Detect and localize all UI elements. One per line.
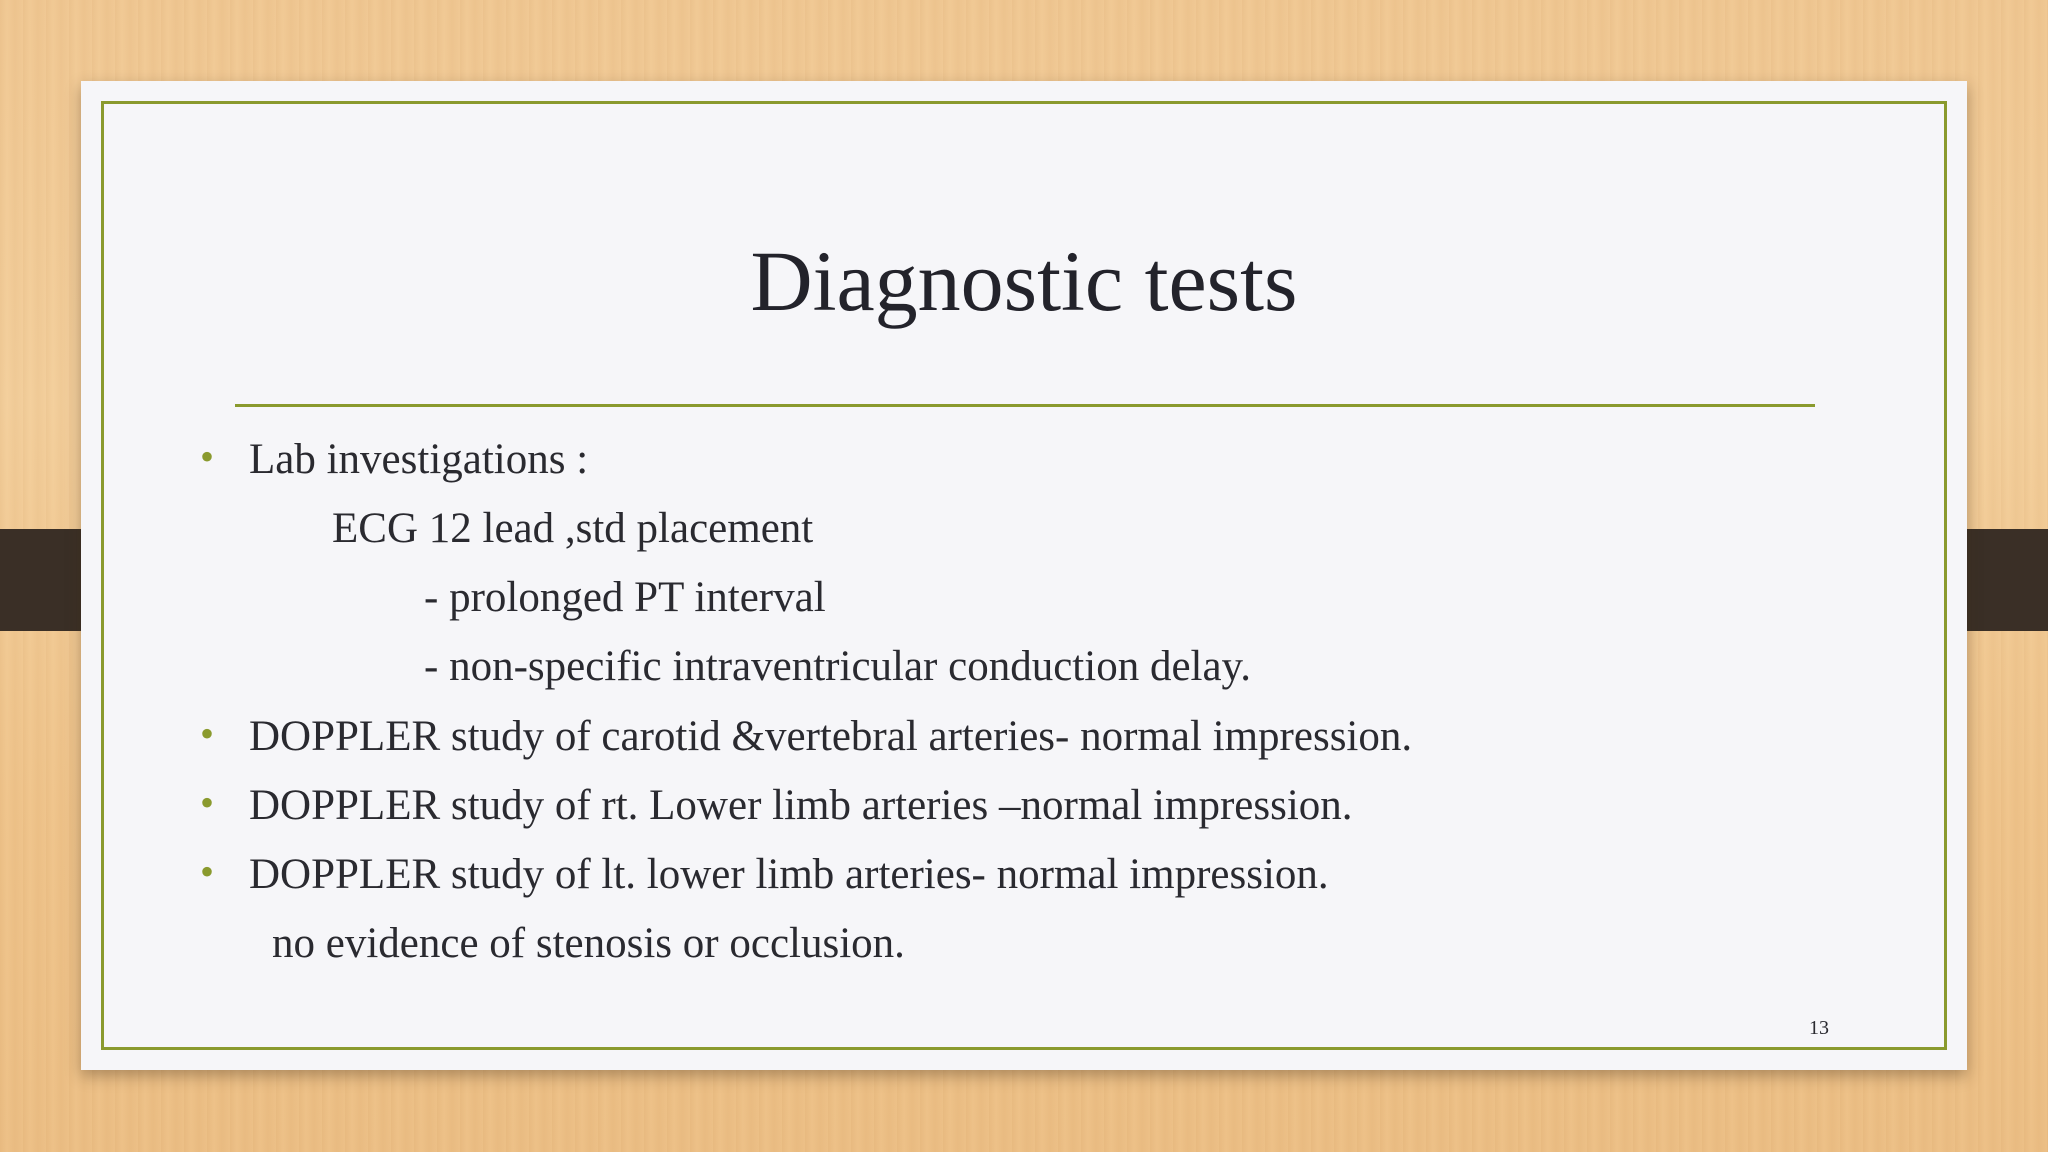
bullet-icon: •: [200, 711, 215, 756]
list-item: DOPPLER study of lt. lower limb arteries- normal impression.: [249, 851, 1329, 898]
bullet-icon: •: [200, 780, 215, 825]
list-item: - prolonged PT interval: [424, 574, 826, 621]
slide-content: [81, 81, 1967, 1070]
page-number: 13: [1809, 1017, 1829, 1039]
list-item: DOPPLER study of rt. Lower limb arteries –normal impression.: [249, 782, 1353, 829]
list-item: Lab investigations :: [249, 436, 589, 483]
list-item: no evidence of stenosis or occlusion.: [272, 920, 905, 967]
slide: [81, 81, 1967, 1070]
bullet-icon: •: [200, 434, 215, 479]
bullet-icon: •: [200, 849, 215, 894]
list-item: ECG 12 lead ,std placement: [332, 505, 814, 552]
list-item: - non-specific intraventricular conduction delay.: [424, 643, 1252, 690]
list-item: DOPPLER study of carotid &vertebral arteries- normal impression.: [249, 713, 1413, 760]
slide-title: Diagnostic tests: [750, 233, 1298, 329]
